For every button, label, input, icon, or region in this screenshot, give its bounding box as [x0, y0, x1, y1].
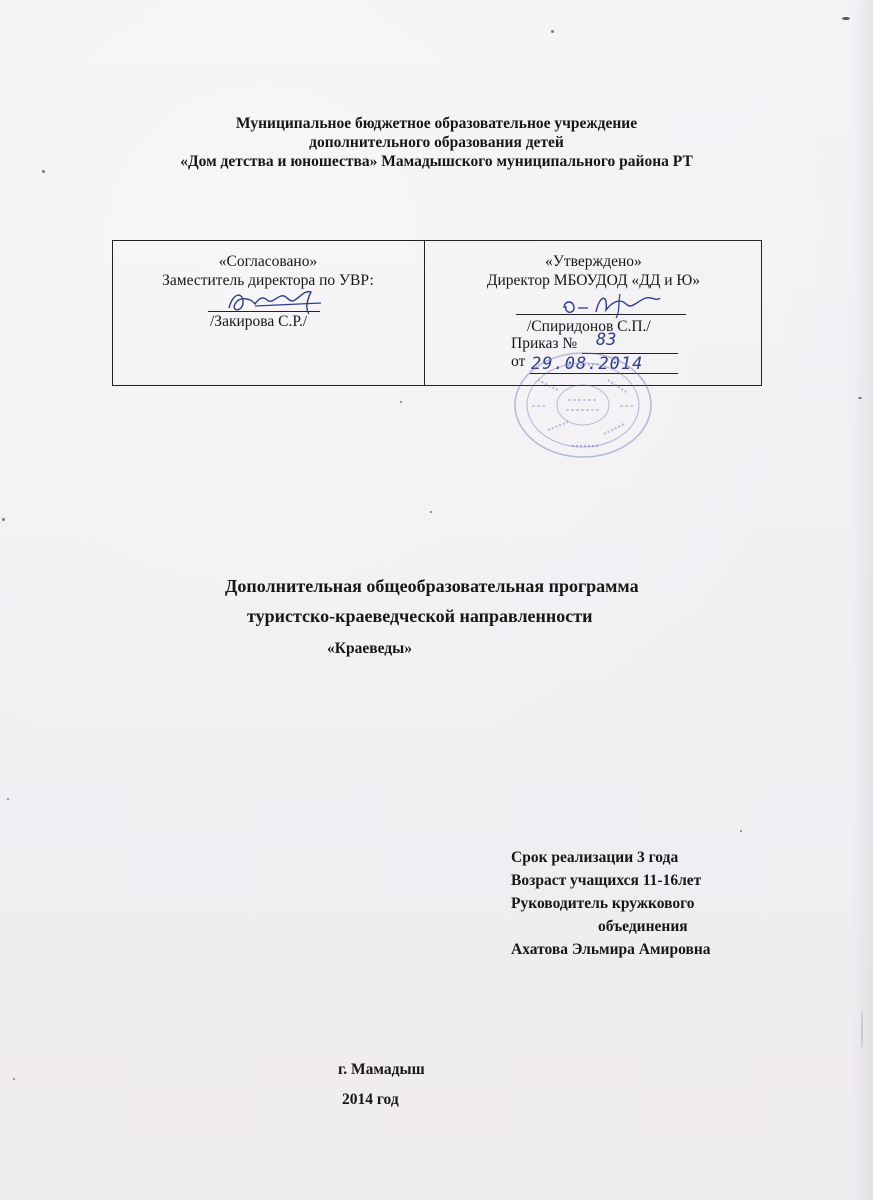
program-title-line-1: Дополнительная общеобразовательная программа: [225, 576, 639, 596]
approved-signature: [560, 290, 670, 320]
program-term: Срок реализации 3 года: [511, 849, 679, 866]
scan-speck: [430, 511, 432, 513]
official-stamp: [508, 350, 658, 470]
leader-label-line-2: объединения: [598, 918, 688, 935]
scan-speck: [858, 397, 862, 399]
year: 2014 год: [342, 1091, 399, 1108]
scan-speck: [13, 1078, 15, 1080]
order-label: Приказ №: [511, 335, 578, 352]
program-title-line-2: туристско-краеведческой направленности: [247, 606, 593, 626]
date-label: от: [511, 353, 526, 370]
institution-header: [0, 114, 873, 171]
approved-name: /Спиридонов С.П./: [527, 318, 651, 335]
scan-speck: [7, 798, 9, 800]
agreed-name: /Закирова С.Р./: [210, 313, 308, 330]
agreed-title: «Согласовано»: [218, 253, 318, 270]
program-name: «Краеведы»: [327, 640, 412, 657]
scan-speck: [551, 30, 554, 33]
approved-position: Директор МБОУДОД «ДД и Ю»: [486, 272, 701, 289]
header-line-2: дополнительного образования детей: [309, 134, 564, 151]
scan-speck: [740, 830, 742, 832]
city: г. Мамадыш: [338, 1061, 425, 1078]
scan-speck: [861, 1010, 863, 1050]
document-footer: [338, 1055, 425, 1115]
approved-block: [425, 252, 762, 290]
agreed-block: [112, 252, 424, 290]
date-value: 29.08.2014: [531, 354, 644, 374]
scan-speck: [842, 17, 850, 20]
scan-speck: [400, 401, 402, 403]
agreed-position: Заместитель директора по УВР:: [162, 272, 374, 289]
order-number: 83: [596, 330, 617, 350]
student-age: Возраст учащихся 11-16лет: [511, 872, 702, 889]
scan-speck: [2, 518, 5, 521]
header-line-3: «Дом детства и юношества» Мамадышского муниципального района РТ: [180, 153, 693, 170]
header-line-1: Муниципальное бюджетное образовательное учреждение: [235, 115, 638, 132]
leader-name: Ахатова Эльмира Амировна: [511, 941, 711, 958]
leader-label-line-1: Руководитель кружкового: [511, 895, 695, 912]
program-info-block: [511, 846, 711, 961]
approved-title: «Утверждено»: [545, 253, 642, 270]
